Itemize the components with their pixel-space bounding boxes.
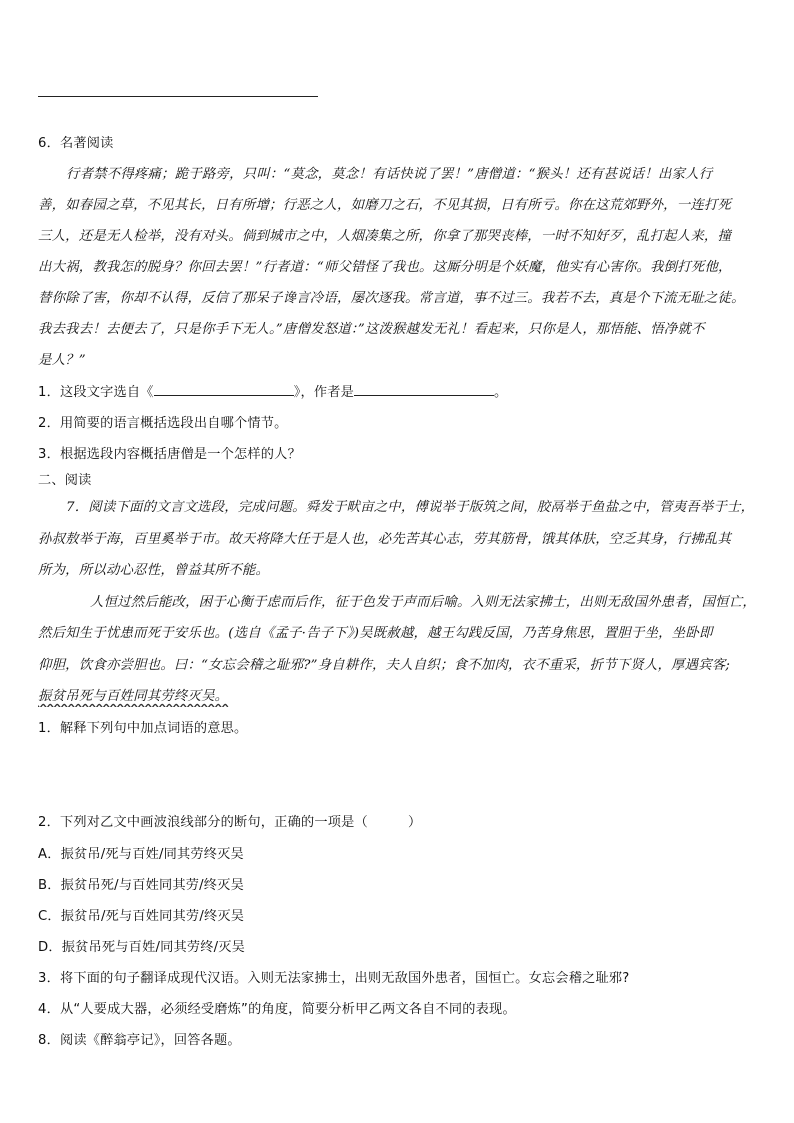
q6-item-1-before: 1．这段文字选自《 <box>38 385 154 400</box>
q6-passage-line: 善，如春园之草，不见其长，日有所增；行恶之人，如磨刀之石，不见其损，日有所亏。你在这荒郊野外，一连打死 <box>38 198 732 213</box>
author-blank[interactable] <box>354 383 494 396</box>
option-b[interactable]: B．振贫吊死/与百姓同其劳/终灭吴 <box>38 878 244 893</box>
q6-passage-line: 是人？” <box>38 353 86 368</box>
section-heading: 二、阅读 <box>38 473 92 488</box>
q6-title: 6．名著阅读 <box>38 136 114 151</box>
q7-sub-4: 4．从“人要成大器，必须经受磨炼”的角度，简要分析甲乙两文各自不同的表现。 <box>38 1002 516 1017</box>
q7-yi-wavy-line <box>38 687 760 707</box>
q6-item-1 <box>38 383 760 403</box>
q6-passage-line: 出大祸，教我怎的脱身？你回去罢！”行者道：“师父错怪了我也。这厮分明是个妖魔，他实有心害你。我倒打死他， <box>38 260 732 275</box>
q6-item-1-middle: 》，作者是 <box>293 385 355 400</box>
q7-yi-line: 然后知生于忧患而死于安乐也。(选自《孟子·告子下》)吴既赦越，越王勾践反国，乃苦身焦思，置胆于坐，坐卧即 <box>38 626 713 641</box>
q6-passage-line: 三人，还是无人检举，没有对头。倘到城市之中，人烟凑集之所，你拿了那哭丧棒，一时不知好歹，乱打起人来，撞 <box>38 229 732 244</box>
q6-passage-line: 我去我去！去便去了，只是你手下无人。”唐僧发怒道：”这泼猴越发无礼！看起来，只你是人，那悟能、悟净就不 <box>38 322 705 337</box>
q6-item-3: 3．根据选段内容概括唐僧是一个怎样的人？ <box>38 447 301 462</box>
book-title-blank[interactable] <box>154 383 294 396</box>
q8-title: 8．阅读《醉翁亭记》，回答各题。 <box>38 1033 241 1048</box>
q7-jia-line: 所为，所以动心忍性，曾益其所不能。 <box>38 563 270 578</box>
q7-jia-line: 7．阅读下面的文言文选段，完成问题。舜发于畎亩之中，傅说举于版筑之间，胶鬲举于鱼盐之中，管夷吾举于士， <box>66 500 755 515</box>
q6-passage-line: 行者禁不得疼痛；跪于路旁，只叫：“莫念，莫念！有话快说了罢！”唐僧道：“猴头！还有甚说话！出家人行 <box>66 167 713 182</box>
option-d[interactable]: D．振贫吊死与百姓/同其劳终/灭吴 <box>38 940 246 955</box>
q6-passage-line: 替你除了害，你却不认得，反信了那呆子谗言冷语，屡次逐我。常言道，事不过三。我若不去，真是个下流无耻之徒。 <box>38 291 745 306</box>
header-rule <box>38 96 318 97</box>
q7-sub-2: 2．下列对乙文中画波浪线部分的断句，正确的一项是（ ） <box>38 815 422 830</box>
q7-yi-line: 仰胆，饮食亦尝胆也。曰：“女忘会稽之耻邪?”身自耕作，夫人自织；食不加肉，衣不重采，折节下贤人，厚遇宾客; <box>38 658 731 673</box>
q7-sub-1: 1．解释下列句中加点词语的意思。 <box>38 721 248 736</box>
option-a[interactable]: A．振贫吊/死与百姓/同其劳终灭吴 <box>38 847 244 862</box>
q7-yi-line: 人恒过然后能改，困于心衡于虑而后作，征于色发于声而后喻。入则无法家拂士，出则无敌国外患者，国恒亡， <box>90 595 756 610</box>
q7-jia-line: 孙叔敖举于海，百里奚举于市。故天将降大任于是人也，必先苦其心志，劳其筋骨，饿其体肤，空乏其身，行拂乱其 <box>38 532 732 547</box>
wavy-underlined-text: 振贫吊死与百姓同其劳终灭吴。 <box>38 689 229 704</box>
q6-item-2: 2．用简要的语言概括选段出自哪个情节。 <box>38 416 288 431</box>
q6-item-1-after: 。 <box>494 385 508 400</box>
q7-sub-3: 3．将下面的句子翻译成现代汉语。入则无法家拂士，出则无敌国外患者，国恒亡。女忘会稽之耻邪? <box>38 971 630 986</box>
option-c[interactable]: C．振贫吊/死与百姓同其劳/终灭吴 <box>38 909 245 924</box>
